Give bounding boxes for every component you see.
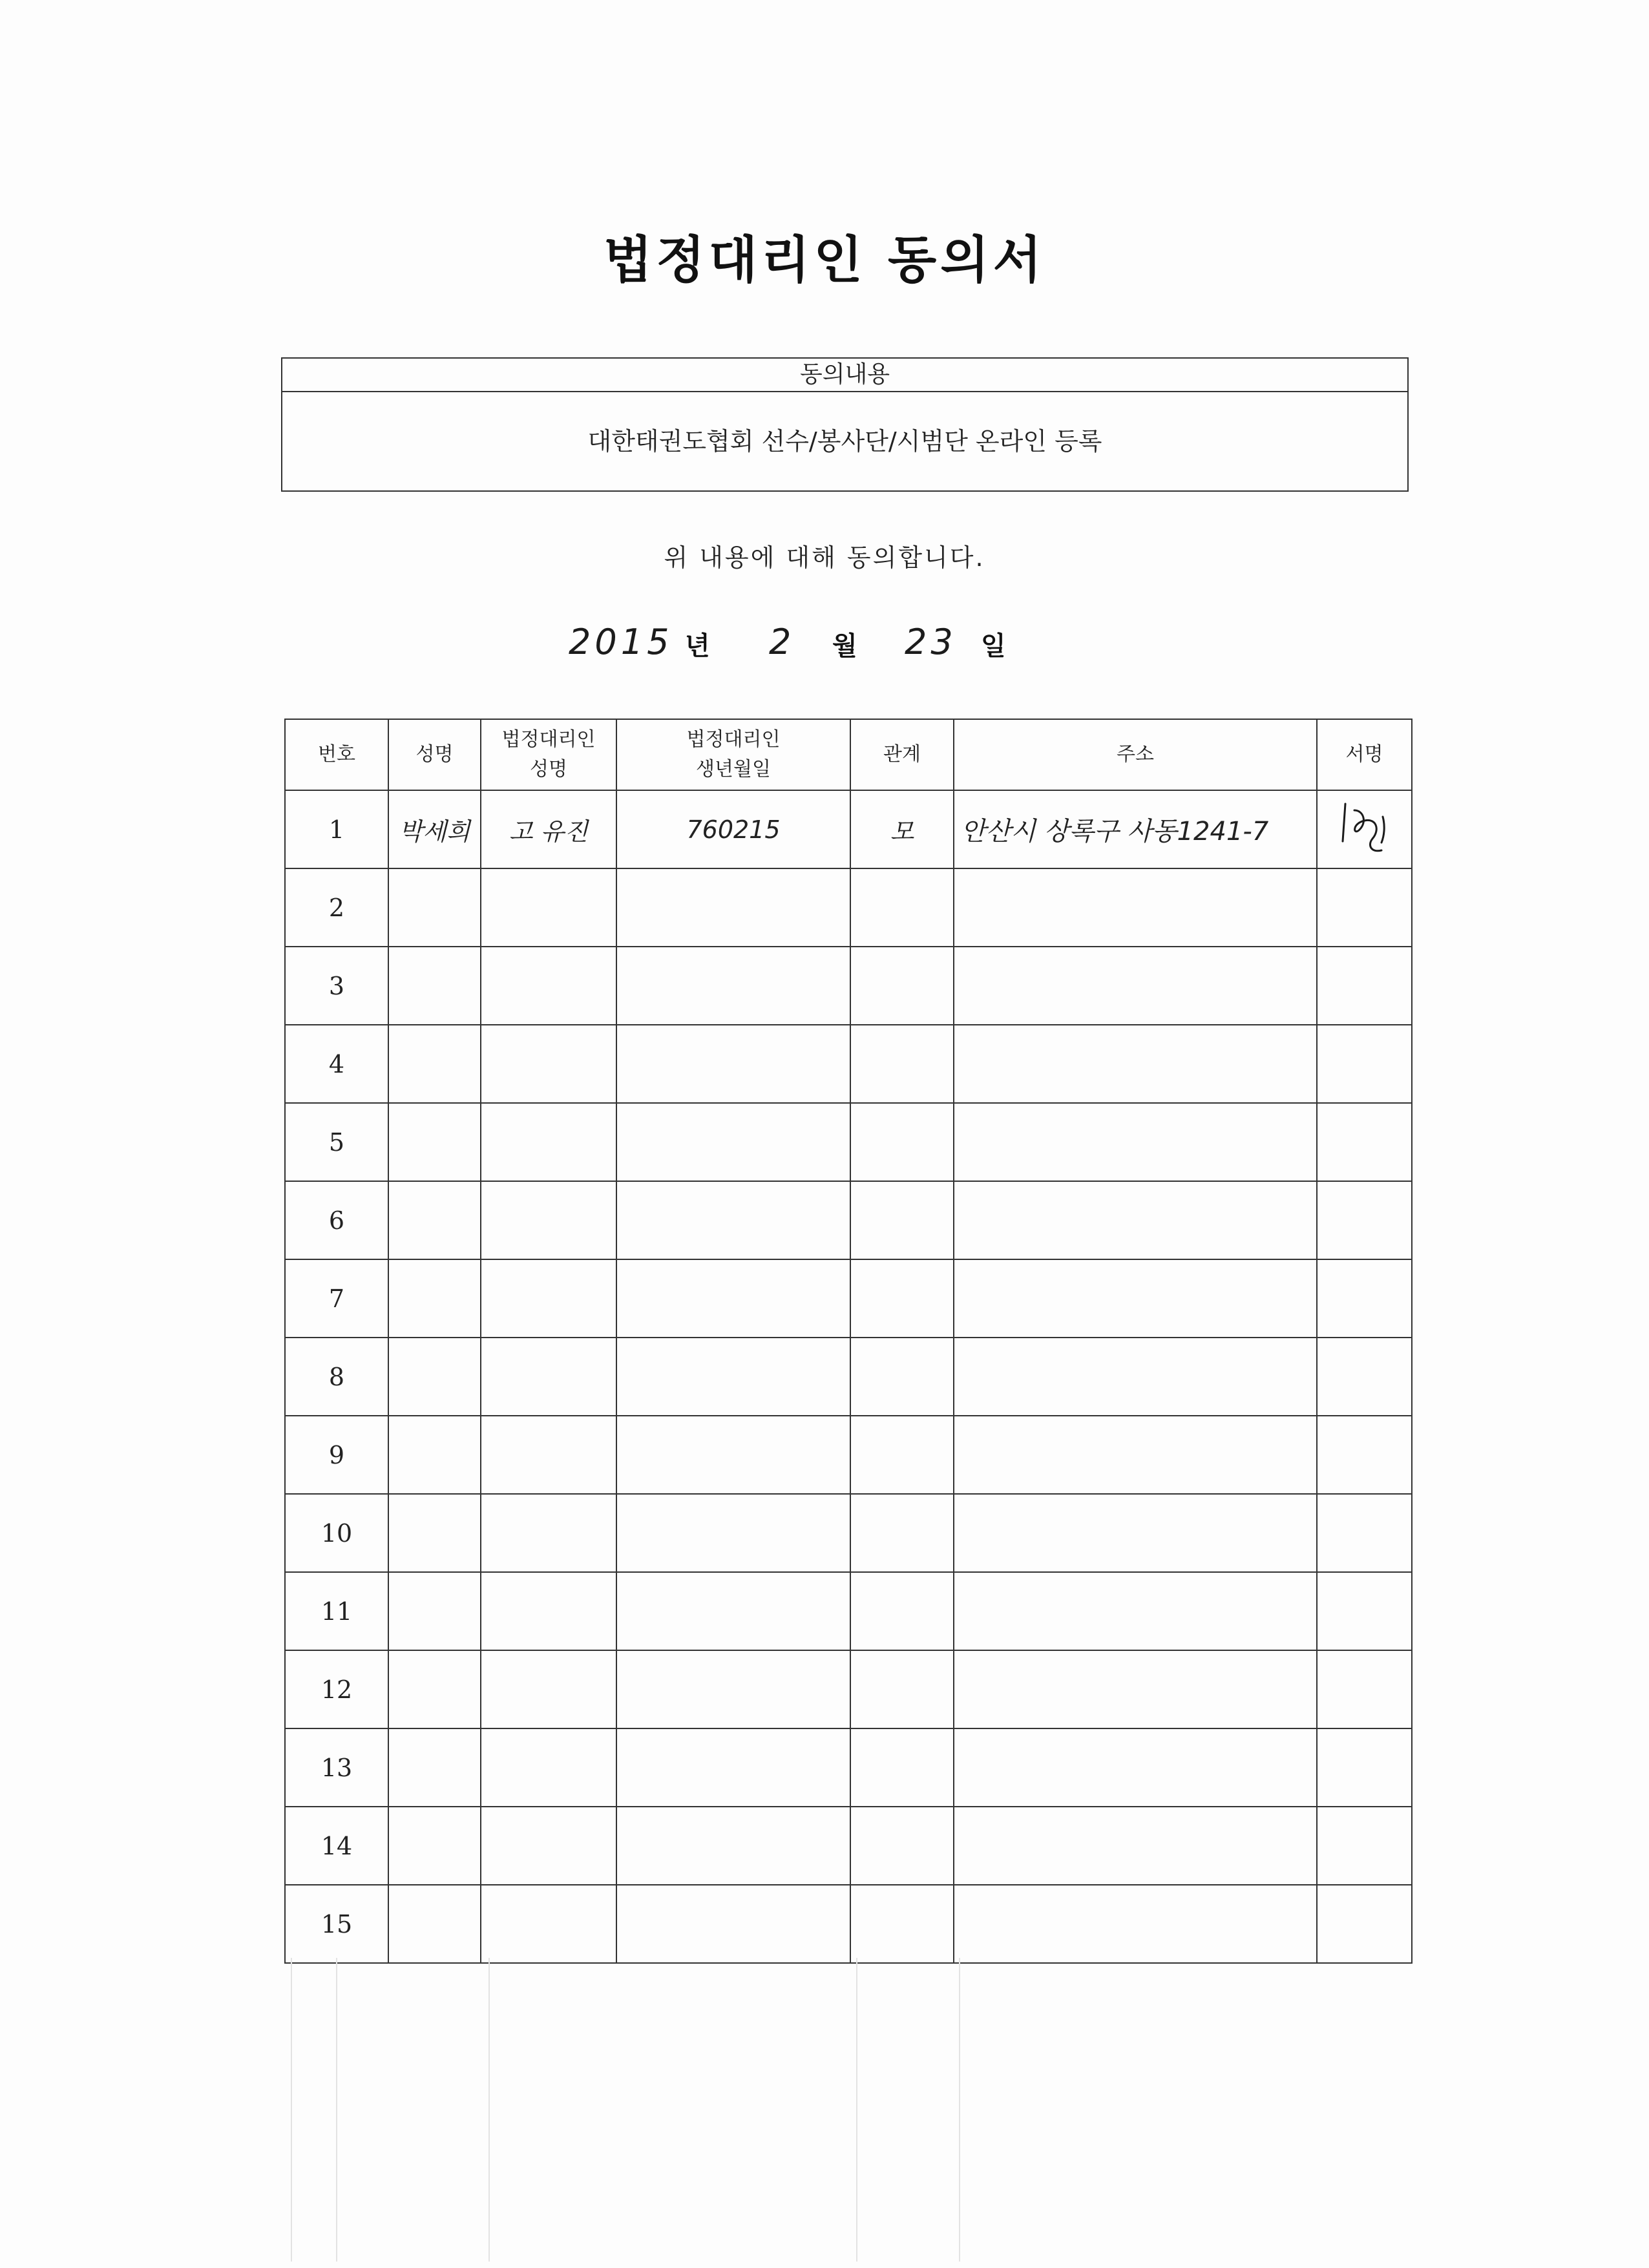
- table-row: [285, 1650, 1412, 1728]
- cell-signature: [1317, 1259, 1412, 1338]
- consent-body: 대한태권도협회 선수/봉사단/시범단 온라인 등록: [587, 427, 1102, 456]
- consent-box: [281, 357, 1409, 492]
- cell-no: 12: [285, 1650, 388, 1728]
- cell-guardian-birth: 760215: [616, 790, 850, 868]
- cell-name: [388, 1494, 481, 1572]
- cell-address: [954, 1259, 1317, 1338]
- cell-no: 3: [285, 947, 388, 1025]
- cell-name: [388, 1885, 481, 1963]
- cell-guardian-birth: [616, 1181, 850, 1259]
- table-row: [285, 1807, 1412, 1885]
- cell-guardian-name: [481, 1025, 616, 1103]
- cell-address: [954, 1181, 1317, 1259]
- agreement-text: 위 내용에 대해 동의합니다.: [664, 543, 985, 572]
- cell-guardian-birth: [616, 1885, 850, 1963]
- cell-guardian-birth: [616, 1650, 850, 1728]
- date-day-unit: 일: [981, 631, 1006, 661]
- cell-guardian-name: [481, 868, 616, 947]
- cell-guardian-birth: [616, 868, 850, 947]
- cell-no: 13: [285, 1728, 388, 1807]
- header-guardian-birth: [616, 719, 850, 790]
- document-title: 법정대리인 동의서: [604, 231, 1045, 289]
- cell-signature: [1317, 868, 1412, 947]
- cell-guardian-name: [481, 1807, 616, 1885]
- date-day: 23: [905, 622, 957, 662]
- cell-name: [388, 1025, 481, 1103]
- cell-signature: [1317, 1025, 1412, 1103]
- header-guardian-birth-label: 법정대리인 생년월일: [686, 728, 781, 781]
- table-row: [285, 868, 1412, 947]
- cell-relation: [850, 1572, 954, 1650]
- table-row: [285, 1103, 1412, 1181]
- cell-address: [954, 1494, 1317, 1572]
- cell-address: [954, 1103, 1317, 1181]
- cell-guardian-birth: [616, 947, 850, 1025]
- cell-no: 11: [285, 1572, 388, 1650]
- cell-name: [388, 947, 481, 1025]
- cell-guardian-birth: [616, 1416, 850, 1494]
- cell-name: [388, 1416, 481, 1494]
- cell-address: [954, 1728, 1317, 1807]
- cell-signature: [1317, 1103, 1412, 1181]
- cell-no: 15: [285, 1885, 388, 1963]
- cell-address: [954, 1025, 1317, 1103]
- cell-name: [388, 1650, 481, 1728]
- table-row: [285, 1025, 1412, 1103]
- cell-signature: [1317, 1494, 1412, 1572]
- table-row: [285, 1494, 1412, 1572]
- cell-guardian-birth: [616, 1807, 850, 1885]
- cell-guardian-name: [481, 1416, 616, 1494]
- cell-signature: [1317, 1807, 1412, 1885]
- cell-relation: [850, 1338, 954, 1416]
- date-year: 2015: [569, 622, 673, 662]
- table-row: [285, 790, 1412, 868]
- cell-relation: [850, 1728, 954, 1807]
- cell-name: [388, 1103, 481, 1181]
- cell-no: 7: [285, 1259, 388, 1338]
- cell-guardian-name: [481, 1338, 616, 1416]
- header-signature: 서명: [1317, 719, 1412, 790]
- cell-guardian-birth: [616, 1025, 850, 1103]
- cell-guardian-birth: [616, 1103, 850, 1181]
- cell-guardian-name: [481, 1494, 616, 1572]
- cell-name: [388, 1572, 481, 1650]
- cell-signature: [1317, 1572, 1412, 1650]
- date-line: [569, 617, 1086, 669]
- cell-guardian-name: [481, 1728, 616, 1807]
- cell-no: 4: [285, 1025, 388, 1103]
- cell-relation: [850, 1650, 954, 1728]
- header-name: 성명: [388, 719, 481, 790]
- cell-relation: 모: [850, 790, 954, 868]
- cell-address: [954, 1416, 1317, 1494]
- cell-signature: [1317, 1885, 1412, 1963]
- cell-address: [954, 1572, 1317, 1650]
- cell-signature: [1317, 1181, 1412, 1259]
- cell-relation: [850, 1885, 954, 1963]
- table-row: [285, 1338, 1412, 1416]
- header-guardian-name-label: 법정대리인 성명: [501, 728, 596, 781]
- cell-no: 8: [285, 1338, 388, 1416]
- cell-name: [388, 1807, 481, 1885]
- cell-guardian-birth: [616, 1728, 850, 1807]
- cell-name: [388, 1338, 481, 1416]
- cell-address: [954, 1338, 1317, 1416]
- cell-address: [954, 1807, 1317, 1885]
- cell-no: 10: [285, 1494, 388, 1572]
- cell-relation: [850, 1807, 954, 1885]
- cell-relation: [850, 868, 954, 947]
- cell-no: 2: [285, 868, 388, 947]
- cell-name: [388, 1259, 481, 1338]
- cell-no: 6: [285, 1181, 388, 1259]
- cell-guardian-name: [481, 1259, 616, 1338]
- cell-no: 5: [285, 1103, 388, 1181]
- cell-guardian-name: [481, 1572, 616, 1650]
- cell-guardian-birth: [616, 1494, 850, 1572]
- cell-no: 1: [285, 790, 388, 868]
- cell-address: [954, 868, 1317, 947]
- cell-no: 9: [285, 1416, 388, 1494]
- header-number: 번호: [285, 719, 388, 790]
- header-address: 주소: [954, 719, 1317, 790]
- date-month: 2: [769, 622, 795, 662]
- cell-name: [388, 1728, 481, 1807]
- cell-guardian-name: [481, 1181, 616, 1259]
- cell-relation: [850, 947, 954, 1025]
- table-row: [285, 1572, 1412, 1650]
- consent-header: 동의내용: [282, 359, 1407, 392]
- cell-name: [388, 868, 481, 947]
- cell-guardian-name: [481, 1650, 616, 1728]
- faint-show-through-lines: [291, 1958, 1415, 2262]
- table-row: [285, 947, 1412, 1025]
- cell-signature: [1317, 1650, 1412, 1728]
- cell-relation: [850, 1025, 954, 1103]
- date-month-unit: 월: [832, 631, 857, 661]
- cell-guardian-birth: [616, 1259, 850, 1338]
- cell-address: [954, 1650, 1317, 1728]
- cell-relation: [850, 1103, 954, 1181]
- signature-mark: [1317, 790, 1412, 868]
- cell-guardian-name: 고 유진: [481, 790, 616, 868]
- cell-address: 안산시 상록구 사동1241-7: [954, 790, 1317, 868]
- cell-relation: [850, 1259, 954, 1338]
- cell-name: [388, 1181, 481, 1259]
- table-header-row: [285, 719, 1412, 790]
- header-relation: 관계: [850, 719, 954, 790]
- cell-guardian-birth: [616, 1338, 850, 1416]
- cell-relation: [850, 1494, 954, 1572]
- table-row: [285, 1416, 1412, 1494]
- table-row: [285, 1885, 1412, 1963]
- cell-name: 박세희: [388, 790, 481, 868]
- handwritten-signature-icon: [1326, 791, 1403, 862]
- table-row: [285, 1181, 1412, 1259]
- cell-address: [954, 1885, 1317, 1963]
- cell-address: [954, 947, 1317, 1025]
- date-year-unit: 년: [685, 631, 710, 661]
- cell-signature: [1317, 947, 1412, 1025]
- cell-signature: [1317, 1338, 1412, 1416]
- cell-relation: [850, 1181, 954, 1259]
- cell-guardian-name: [481, 1885, 616, 1963]
- cell-guardian-birth: [616, 1572, 850, 1650]
- table-row: [285, 1259, 1412, 1338]
- table-row: [285, 1728, 1412, 1807]
- cell-signature: [1317, 1728, 1412, 1807]
- header-guardian-name: [481, 719, 616, 790]
- cell-guardian-name: [481, 1103, 616, 1181]
- cell-signature: [1317, 1416, 1412, 1494]
- cell-relation: [850, 1416, 954, 1494]
- cell-guardian-name: [481, 947, 616, 1025]
- cell-no: 14: [285, 1807, 388, 1885]
- guardian-registration-table: [284, 719, 1413, 1964]
